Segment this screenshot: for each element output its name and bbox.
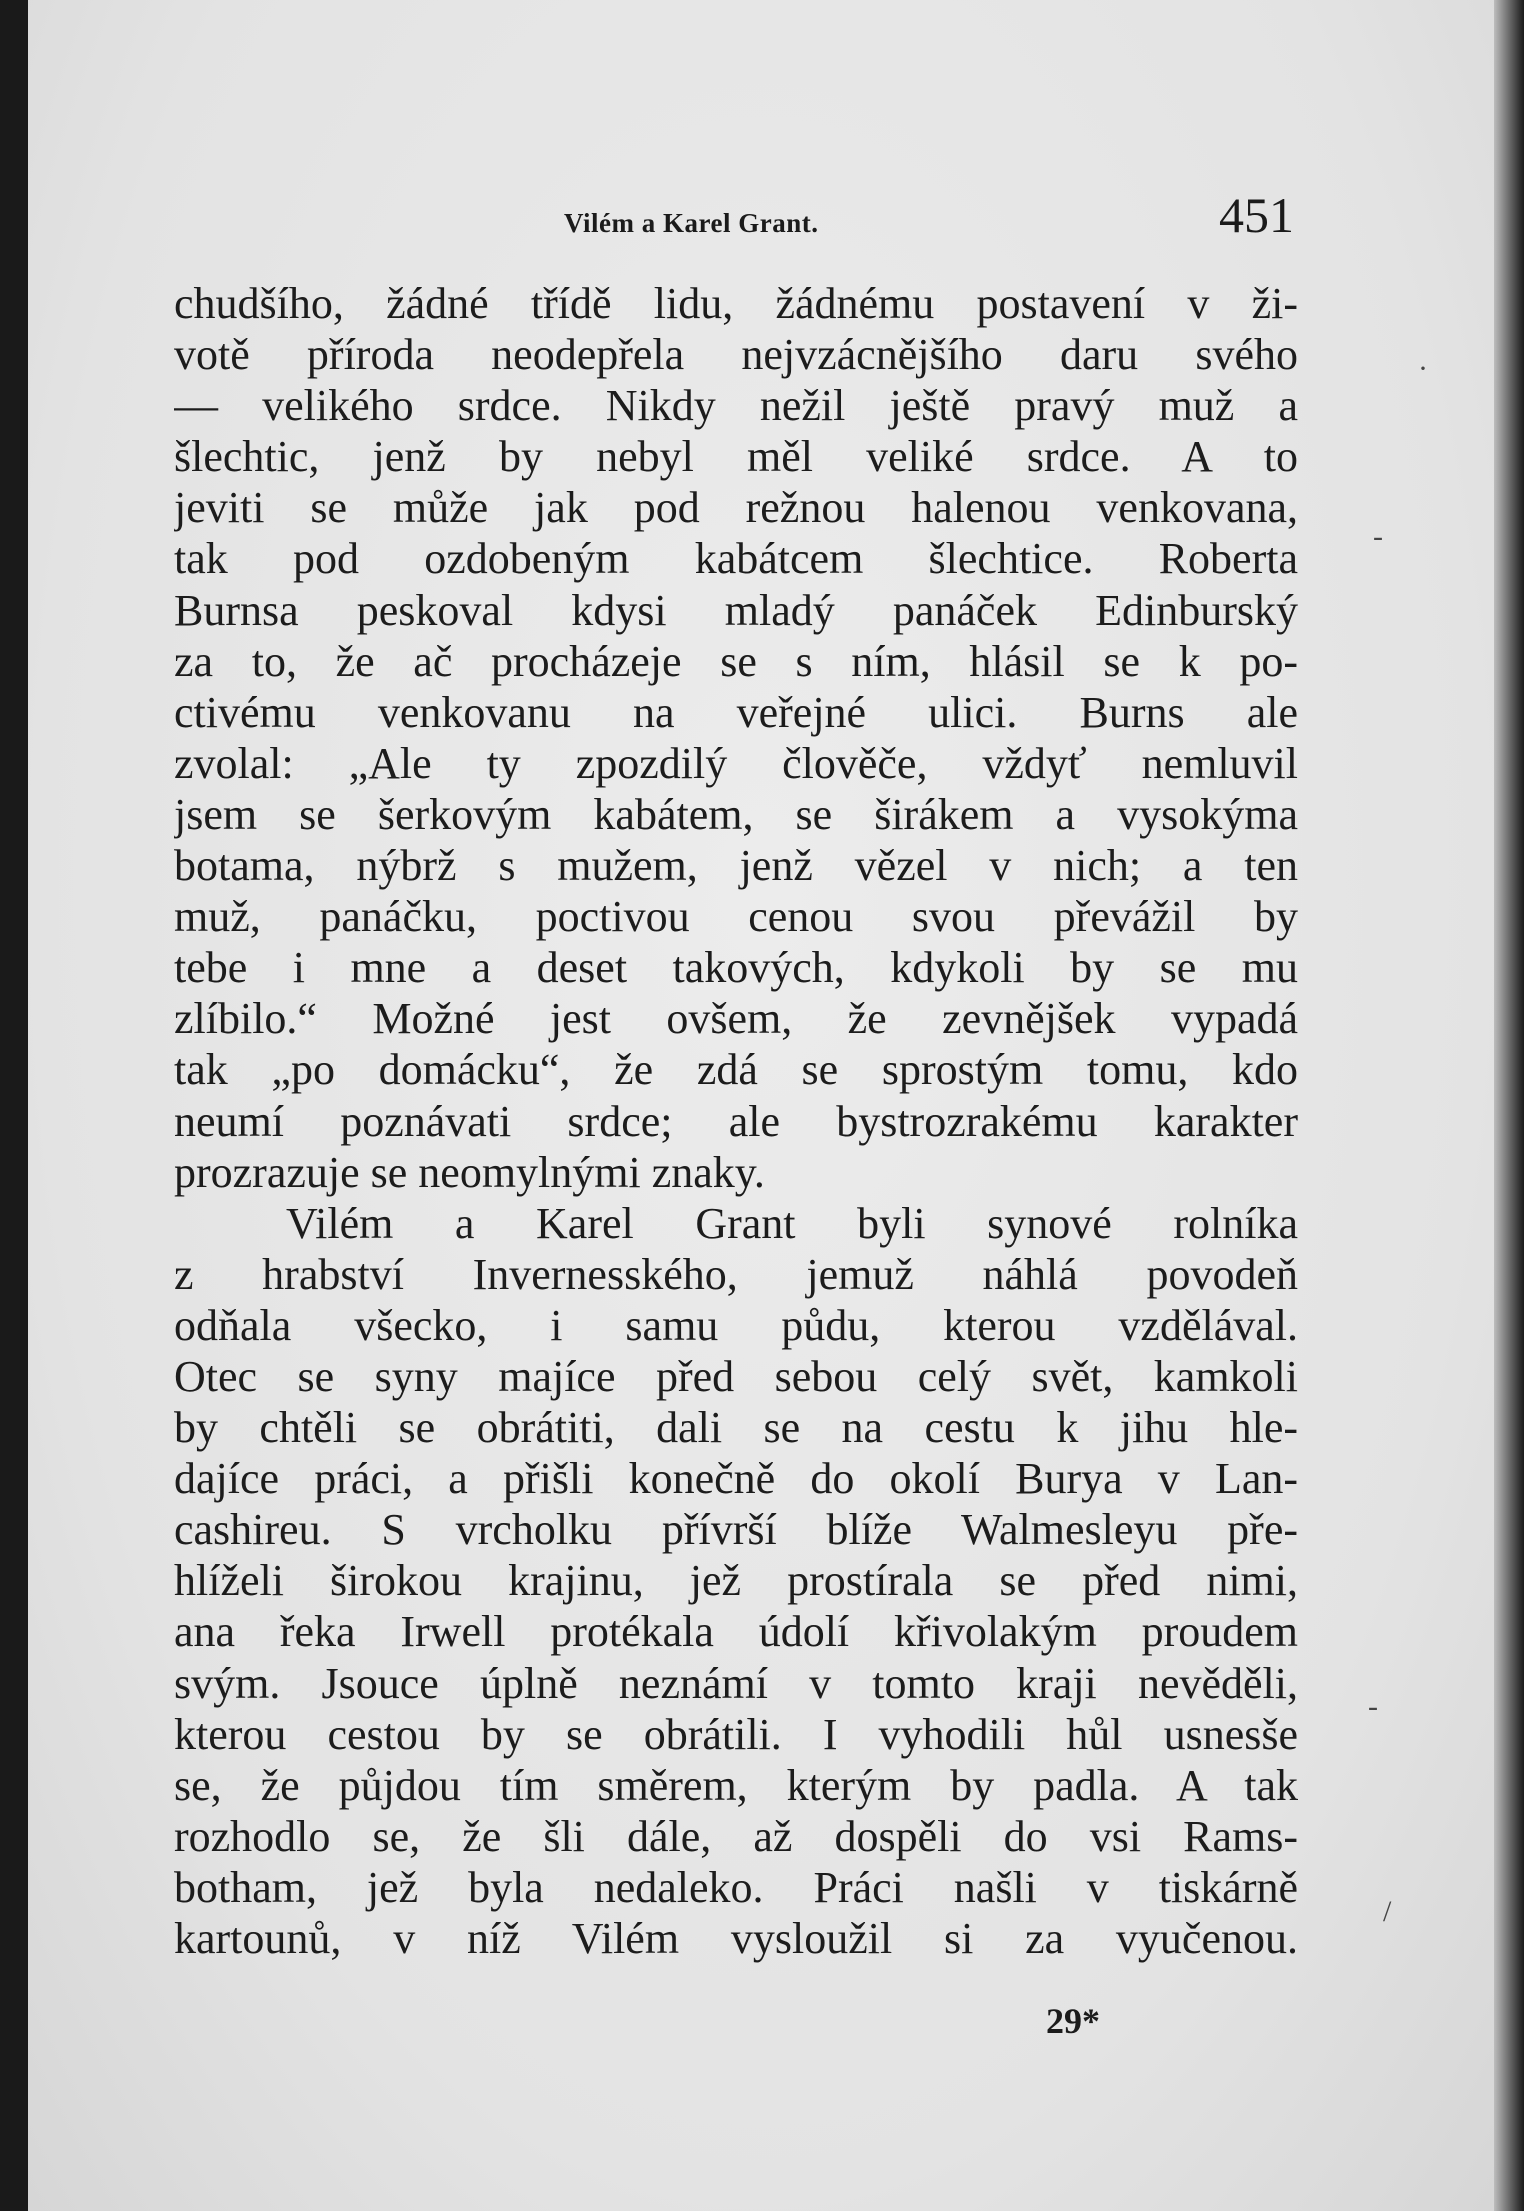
text-line: svým. Jsouce úplně neznámí v tomto kraji nevěděli,	[174, 1658, 1298, 1708]
text-line: cashireu. S vrcholku přívrší blíže Walmesleyu pře-	[174, 1505, 1298, 1555]
text-line: by chtěli se obrátiti, dali se na cestu k jihu hle-	[174, 1403, 1298, 1453]
running-title: Vilém a Karel Grant.	[564, 208, 819, 238]
margin-speck: -	[1368, 1690, 1378, 1723]
text-line: z hrabství Invernesského, jemuž náhlá povodeň	[174, 1249, 1298, 1299]
margin-speck: -	[1373, 520, 1383, 553]
text-line: se, že půjdou tím směrem, kterým by padla. A tak	[174, 1760, 1298, 1810]
paragraph-start-line: Vilém a Karel Grant byli synové rolníka	[286, 1198, 1298, 1248]
text-line: jeviti se může jak pod režnou halenou venkovana,	[174, 483, 1298, 533]
signature-mark: 29*	[1046, 2001, 1100, 2041]
text-line: kterou cestou by se obrátili. I vyhodili hůl usnesše	[174, 1709, 1298, 1759]
text-line: hlíželi širokou krajinu, jež prostírala se před nimi,	[174, 1556, 1298, 1606]
text-line: jsem se šerkovým kabátem, se širákem a vysokýma	[174, 789, 1298, 839]
text-line: za to, že ač procházeje se s ním, hlásil se k po-	[174, 636, 1298, 686]
text-line: tak „po domácku“, že zdá se sprostým tomu, kdo	[174, 1045, 1298, 1095]
text-line: rozhodlo se, že šli dále, až dospěli do vsi Rams-	[174, 1811, 1298, 1861]
text-line: — velikého srdce. Nikdy nežil ještě pravý muž a	[174, 381, 1298, 431]
page-number: 451	[1219, 187, 1294, 243]
text-line: neumí poznávati srdce; ale bystrozrakému karakter	[174, 1096, 1298, 1146]
page-edge-shadow	[1494, 0, 1524, 2211]
text-line: votě příroda neodepřela nejvzácnějšího daru svého	[174, 330, 1298, 380]
text-line: zvolal: „Ale ty zpozdilý člověče, vždyť nemluvil	[174, 738, 1298, 788]
text-line: chudšího, žádné třídě lidu, žádnému postavení v ži-	[174, 279, 1298, 328]
text-line: odňala všecko, i samu půdu, kterou vzdělával.	[174, 1300, 1298, 1350]
text-line: botama, nýbrž s mužem, jenž vězel v nich; a ten	[174, 841, 1298, 891]
text-line: tak pod ozdobeným kabátcem šlechtice. Roberta	[174, 534, 1298, 584]
book-page	[28, 0, 1494, 2211]
text-line: Otec se syny majíce před sebou celý svět, kamkoli	[174, 1351, 1298, 1401]
text-line: kartounů, v níž Vilém vysloužil si za vyučenou.	[174, 1914, 1298, 1963]
text-line: Burnsa peskoval kdysi mladý panáček Edinburský	[174, 585, 1298, 635]
body-text	[174, 278, 1298, 1964]
text-line: ctivému venkovanu na veřejné ulici. Burns ale	[174, 687, 1298, 737]
text-line: šlechtic, jenž by nebyl měl veliké srdce. A to	[174, 432, 1298, 482]
margin-speck: ·	[1418, 352, 1428, 385]
paragraph-end-line: prozrazuje se neomylnými znaky.	[174, 1147, 765, 1197]
text-line: muž, panáčku, poctivou cenou svou převážil by	[174, 892, 1298, 942]
text-line: ana řeka Irwell protékala údolí křivolakým proudem	[174, 1607, 1298, 1657]
text-line: zlíbilo.“ Možné jest ovšem, že zevnějšek vypadá	[174, 994, 1298, 1044]
text-line: botham, jež byla nedaleko. Práci našli v tiskárně	[174, 1862, 1298, 1912]
margin-speck: /	[1383, 1895, 1392, 1928]
text-line: dajíce práci, a přišli konečně do okolí Burya v Lan-	[174, 1454, 1298, 1504]
text-line: tebe i mne a deset takových, kdykoli by se mu	[174, 943, 1298, 993]
page-header	[174, 178, 1294, 248]
